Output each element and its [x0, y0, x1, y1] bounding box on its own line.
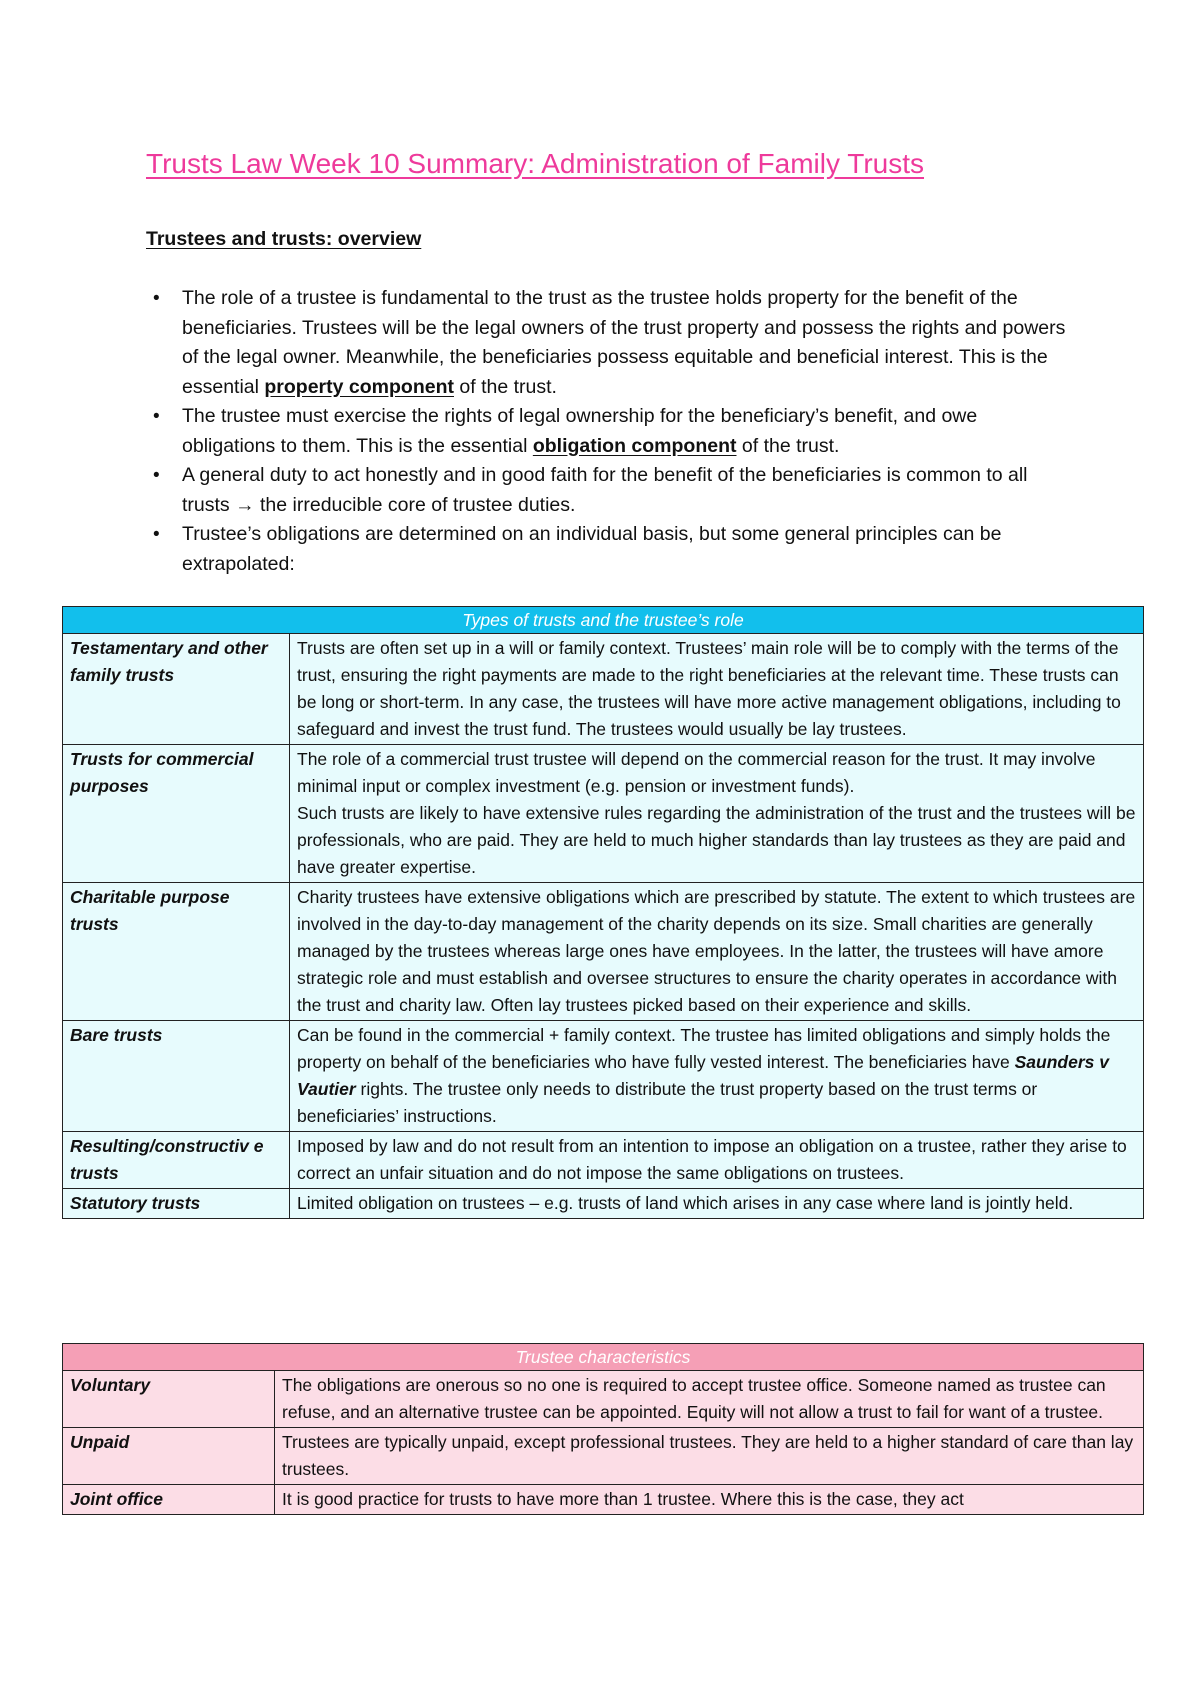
table-row: [63, 1371, 1144, 1428]
bullet-text: Trustee’s obligations are determined on an individual basis, but some general principles can be extrapolated:: [182, 523, 1002, 575]
trust-type-cell: Charitable purpose trusts: [63, 883, 290, 1021]
list-item: [146, 461, 1066, 520]
trustee-role-cell: Trusts are often set up in a will or family context. Trustees’ main role will be to comply with the terms of the trust, ensuring the right payments are made to the right beneficiaries at the relevant time. These trusts can be long or short-term. In any case, the trustees will have more active management obligations, including to safeguard and invest the trust fund. The trustees would usually be lay trustees.: [290, 634, 1144, 745]
bullet-emphasis: property component: [264, 375, 454, 398]
bullet-text: The trustee must exercise the rights of legal ownership for the beneficiary’s benefit, and owe obligations to them. This is the essential: [182, 405, 978, 457]
list-item: [146, 520, 1066, 579]
table-row: [63, 634, 1144, 745]
bullet-icon: •: [153, 288, 160, 309]
trust-type-cell: Trusts for commercial purposes: [63, 745, 290, 883]
trustee-role-cell: [290, 1021, 1144, 1132]
bullet-icon: •: [153, 406, 160, 427]
trust-type-cell: Statutory trusts: [63, 1189, 290, 1219]
bullet-icon: •: [153, 524, 160, 545]
table-row: [63, 1132, 1144, 1189]
list-item: [146, 284, 1066, 402]
characteristic-detail-cell: Trustees are typically unpaid, except professional trustees. They are held to a higher standard of care than lay trustees.: [275, 1428, 1144, 1485]
characteristic-cell: Voluntary: [63, 1371, 275, 1428]
arrow-right-icon: →: [235, 493, 255, 516]
bullet-text: The role of a trustee is fundamental to the trust as the trustee holds property for the benefit of the beneficiaries. Trustees will be the legal owners of the trust property and possess the rights and powers of the legal owner. Meanwhile, the beneficiaries possess equitable and beneficial interest. This is the essential: [182, 287, 1066, 398]
bullet-text: of the trust.: [736, 434, 840, 457]
trust-type-cell: Bare trusts: [63, 1021, 290, 1132]
trustee-role-cell: Charity trustees have extensive obligations which are prescribed by statute. The extent to which trustees are involved in the day-to-day management of the charity depends on its size. Small charities are generally managed by the trustees whereas large ones have employees. In the latter, the trustees will have amore strategic role and must establish and oversee structures to ensure the charity operates in accordance with the trust and charity law. Often lay trustees picked based on their experience and skills.: [290, 883, 1144, 1021]
trustee-role-cell: Imposed by law and do not result from an intention to impose an obligation on a trustee, rather they arise to correct an unfair situation and do not impose the same obligations on trustees.: [290, 1132, 1144, 1189]
table-row: [63, 1021, 1144, 1132]
table-header-row: [63, 607, 1144, 634]
table-row: [63, 883, 1144, 1021]
case-name: Saunders v Vautier: [297, 1052, 1109, 1099]
table-header: Types of trusts and the trustee’s role: [63, 607, 1144, 634]
overview-bullet-list: [146, 284, 1066, 579]
trust-types-table: [62, 606, 1144, 1219]
characteristic-cell: Unpaid: [63, 1428, 275, 1485]
table-row: [63, 1485, 1144, 1515]
role-paragraph: The role of a commercial trust trustee will depend on the commercial reason for the trust. It may involve minimal input or complex investment (e.g. pension or investment funds).: [297, 749, 1096, 796]
table-header: Trustee characteristics: [63, 1344, 1144, 1371]
bullet-emphasis: obligation component: [532, 434, 737, 457]
bullet-text: A general duty to act honestly and in good faith for the benefit of the beneficiaries is common to all trusts: [182, 464, 1028, 516]
trustee-role-cell: Limited obligation on trustees – e.g. trusts of land which arises in any case where land is jointly held.: [290, 1189, 1144, 1219]
section-heading: Trustees and trusts: overview: [146, 228, 422, 250]
bullet-icon: •: [153, 465, 160, 486]
role-paragraph: Such trusts are likely to have extensive rules regarding the administration of the trust and the trustees will be professionals, who are paid. They are held to much higher standards than lay trustees as they are paid and have greater expertise.: [297, 803, 1136, 877]
table-header-row: [63, 1344, 1144, 1371]
role-text: rights. The trustee only needs to distribute the trust property based on the trust terms or beneficiaries’ instructions.: [297, 1079, 1038, 1126]
bullet-text: the irreducible core of trustee duties.: [254, 493, 576, 516]
bullet-text: of the trust.: [453, 375, 557, 398]
table-row: [63, 1428, 1144, 1485]
trustee-characteristics-table: [62, 1343, 1144, 1515]
trust-type-cell: Resulting/constructiv e trusts: [63, 1132, 290, 1189]
trust-type-cell: Testamentary and other family trusts: [63, 634, 290, 745]
characteristic-detail-cell: It is good practice for trusts to have more than 1 trustee. Where this is the case, they act: [275, 1485, 1144, 1515]
table-row: [63, 745, 1144, 883]
trustee-role-cell: [290, 745, 1144, 883]
list-item: [146, 402, 1066, 461]
role-text: Can be found in the commercial + family context. The trustee has limited obligations and simply holds the property on behalf of the beneficiaries who have fully vested interest. The beneficiaries have: [297, 1025, 1111, 1072]
page-title: Trusts Law Week 10 Summary: Administration of Family Trusts: [146, 148, 925, 179]
characteristic-detail-cell: The obligations are onerous so no one is required to accept trustee office. Someone named as trustee can refuse, and an alternative trustee can be appointed. Equity will not allow a trust to fail for want of a trustee.: [275, 1371, 1144, 1428]
characteristic-cell: Joint office: [63, 1485, 275, 1515]
table-row: [63, 1189, 1144, 1219]
